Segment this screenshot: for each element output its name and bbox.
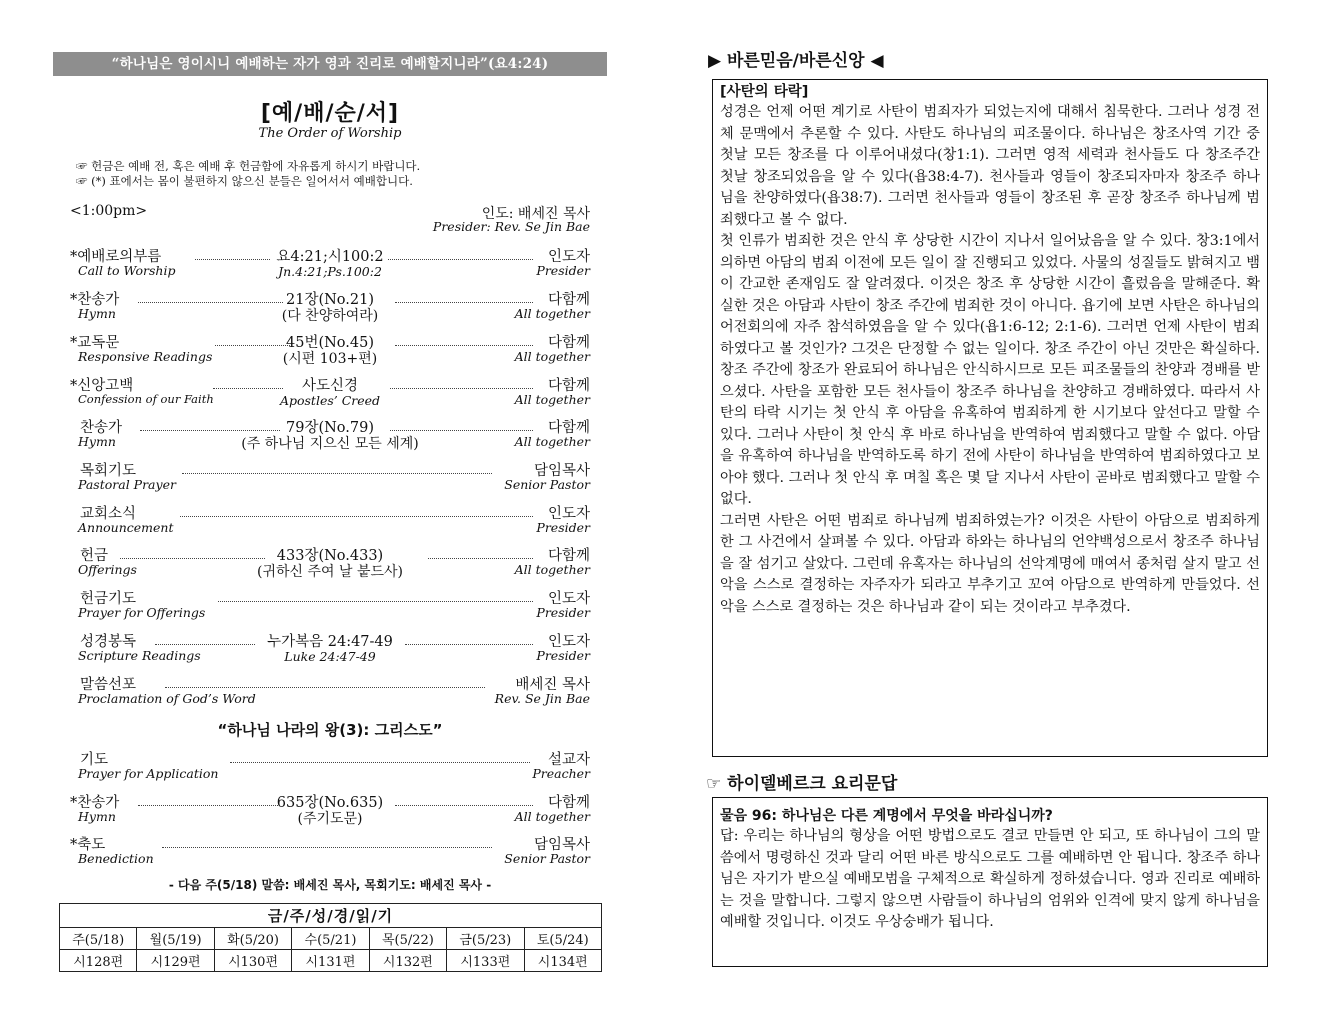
order-item-leader-en: All together [514,434,590,449]
order-item [70,748,590,786]
article-paragraph: 그러면 사탄은 어떤 범죄로 하나님께 범죄하였는가? 이것은 사탄이 아담으로 범죄하게 한 그 사건에서 살펴볼 수 있다. 아담과 하와는 하나님의 언약백성으로서 창조주 하나님을 잘 섬기고 살았다. 그런데 유혹자는 하나님의 선악계명에 매여서 종처럼 살지 말고 선악을 스스로 결정하는 자주자가 되라고 부추기고 꼬여 아담으로 반역하게 만들었다. 선악을 스스로 결정하는 것은 하나님과 같이 되는 것이라고 부추겼다. [720,512,1260,615]
catechism-box [712,797,1268,967]
order-item-en: Hymn [78,434,116,449]
order-item-leader-ko: 담임목사 [533,463,590,479]
order-item-leader-ko: 다함께 [547,548,590,564]
reading-day: 금(5/23) [447,928,524,950]
order-item-ko: *교독문 [70,335,120,351]
leader-dots [395,302,533,303]
order-item-leader-en: Senior Pastor [504,477,590,492]
leader-dots [218,601,533,602]
reading-passage: 시131편 [292,950,369,972]
weekly-reading-table [59,903,602,972]
top-banner-verse: “하나님은 영이시니 예배하는 자가 영과 진리로 예배할지니라”(요4:24) [53,52,607,76]
order-item-en: Responsive Readings [78,349,213,364]
order-item-detail: 요4:21;시100:2 [276,249,384,265]
order-item-ko: 목회기도 [80,463,137,479]
order-item-leader-ko: 담임목사 [533,837,590,853]
order-item-detail-sub: (주 하나님 지으신 모든 세계) [241,436,419,452]
page-title: [예/배/순/서] [260,101,400,126]
leader-dots [230,762,530,763]
order-item-leader-ko: 다함께 [547,795,590,811]
reading-passage: 시133편 [447,950,524,972]
order-item-ko: 헌금기도 [80,591,137,607]
presider-ko: 인도: 배세진 목사 [481,206,590,222]
order-item-detail-sub: (주기도문) [297,811,363,827]
leader-dots [138,302,283,303]
order-item-detail-en: Apostles’ Creed [279,393,381,408]
order-item [70,587,590,625]
offering-note: ☞ 헌금은 예배 전, 혹은 예배 후 헌금함에 자유롭게 하시기 바랍니다. [76,159,421,173]
order-item-leader-en: Presider [536,605,590,620]
leader-dots [195,259,270,260]
order-item-en: Benediction [78,851,154,866]
leader-dots [120,558,265,559]
section-heading-right-faith: ▶ 바른믿음/바른신앙 ◀ [708,51,884,71]
order-item-detail-sub: (시편 103+편) [282,351,378,367]
order-item-leader-en: Presider [536,263,590,278]
order-item-detail: 433장(No.433) [276,548,384,564]
order-item [70,288,590,326]
order-item [70,331,590,369]
order-item-ko: *축도 [70,837,106,853]
reading-passage: 시132편 [369,950,446,972]
order-item-detail-sub: (귀하신 주여 날 붙드사) [257,564,403,580]
leader-dots [215,345,290,346]
order-item-leader-en: All together [514,349,590,364]
order-item-leader-en: Presider [536,520,590,535]
order-item-leader-ko: 다함께 [547,378,590,394]
order-item-en: Proclamation of God’s Word [78,691,256,706]
order-item-ko: 찬송가 [80,420,123,436]
reading-day: 목(5/22) [369,928,446,950]
catechism-question: 물음 96: 하나님은 다른 계명에서 무엇을 바라십니까? [720,808,1053,824]
order-item [70,245,590,283]
order-item-ko: 성경봉독 [80,634,137,650]
section-heading-catechism: ☞ 하이델베르크 요리문답 [706,774,898,794]
order-item-detail: 21장(No.21) [286,292,374,308]
order-item-leader-ko: 인도자 [547,591,590,607]
order-item-en: Prayer for Offerings [78,605,206,620]
leader-dots [428,558,533,559]
order-item-en: Confession of our Faith [78,392,214,406]
order-item-detail-sub: (다 찬양하여라) [281,308,379,324]
order-item [70,502,590,540]
weekly-reading-passages [60,950,602,972]
order-item-detail: 79장(No.79) [286,420,374,436]
reading-day: 화(5/20) [214,928,291,950]
reading-passage: 시130편 [214,950,291,972]
order-item [70,673,590,711]
order-item-ko: *찬송가 [70,292,120,308]
reading-day: 수(5/21) [292,928,369,950]
order-item-detail-en: Jn.4:21;Ps.100:2 [278,264,382,279]
reading-day: 주(5/18) [60,928,137,950]
order-item-en: Announcement [78,520,174,535]
standing-note: ☞ (*) 표에서는 몸이 불편하지 않으신 분들은 일어서서 예배합니다. [76,174,413,188]
leader-dots [388,259,533,260]
leader-dots [180,516,533,517]
reading-passage: 시128편 [60,950,137,972]
order-item-leader-en: All together [514,392,590,407]
leader-dots [155,644,255,645]
order-item-en: Hymn [78,306,116,321]
order-item-detail: 635장(No.635) [276,795,384,811]
order-item-leader-en: Senior Pastor [504,851,590,866]
order-item-en: Hymn [78,809,116,824]
order-item-detail: 45번(No.45) [286,335,374,351]
order-item [70,544,590,582]
presider-en: Presider: Rev. Se Jin Bae [432,219,590,234]
order-item [70,459,590,497]
leader-dots [138,805,278,806]
leader-dots [165,687,485,688]
order-item [70,833,590,871]
order-item-en: Offerings [78,562,137,577]
order-item-detail: 사도신경 [301,378,359,394]
order-item-detail-en: Luke 24:47-49 [284,649,376,664]
article-paragraph: 성경은 언제 어떤 계기로 사탄이 범죄자가 되었는지에 대해서 침묵한다. 그러나 성경 전체 문맥에서 추론할 수 있다. 사탄도 하나님의 피조물이다. 하나님은 창조사역 기간 중 첫날 모든 창조를 다 이루어내셨다(창1:1). 그러면 영적 세력과 천사들도 다 창조주간 첫날 창조되었음을 알 수 있다(욥38:4-7). 천사들과 영들이 창조되자마자 창조주 하나님을 찬양하였다(욥38:7). 그러면 천사들과 영들이 창조된 후 곧장 창조주 하나님께 범죄했다고 볼 수 없다. [720,104,1260,228]
order-item-ko: *찬송가 [70,795,120,811]
leader-dots [390,430,533,431]
next-week-note: - 다음 주(5/18) 말씀: 배세진 목사, 목회기도: 배세진 목사 - [168,878,492,892]
order-item [70,416,590,454]
leader-dots [395,805,533,806]
order-item-en: Pastoral Prayer [78,477,176,492]
order-item-leader-en: Preacher [532,766,590,781]
order-item-ko: *예배로의부름 [70,249,162,265]
leader-dots [395,345,533,346]
order-item-ko: 말씀선포 [80,677,137,693]
page-subtitle: The Order of Worship [258,126,402,141]
leader-dots [140,430,280,431]
service-time: <1:00pm> [70,203,148,219]
order-item-leader-en: Rev. Se Jin Bae [494,691,590,706]
order-item-ko: 교회소식 [80,506,137,522]
order-item-leader-ko: 인도자 [547,506,590,522]
reading-passage: 시129편 [137,950,214,972]
order-item-leader-ko: 설교자 [547,752,590,768]
reading-day: 월(5/19) [137,928,214,950]
order-item-en: Call to Worship [78,263,176,278]
order-item-leader-ko: 다함께 [547,292,590,308]
order-item-leader-en: All together [514,562,590,577]
sermon-title: “하나님 나라의 왕(3): 그리스도” [217,721,443,739]
order-item-leader-ko: 인도자 [547,249,590,265]
order-item-ko: 헌금 [80,548,109,564]
leader-dots [405,644,533,645]
article-title: [사탄의 타락] [720,84,809,100]
order-item-leader-en: Presider [536,648,590,663]
catechism-answer: 답: 우리는 하나님의 형상을 어떤 방법으로도 결코 만들면 안 되고, 또 하나님이 그의 말씀에서 명령하신 것과 달리 어떤 바른 방식으로도 그를 예배하면 안 됩니다. 창조주 하나님은 자기가 받으실 예배모범을 구체적으로 확실하게 정하셨습니다. 영과 진리로 예배하는 것을 말합니다. 그렇지 않으면 사람들이 하나님의 엄위와 인격에 맞지 않게 하나님을 예배할 것입니다. 이것도 우상숭배가 됩니다. [720,828,1260,930]
leader-dots [182,473,492,474]
order-item-leader-ko: 배세진 목사 [515,677,590,693]
article-box [712,79,1268,757]
article-paragraph: 첫 인류가 범죄한 것은 안식 후 상당한 시간이 지나서 일어났음을 알 수 있다. 창3:1에서 의하면 아담의 범죄 이전에 모든 일이 잘 진행되고 있었다. 사물의 성질들도 밝혀지고 뱀이 간교한 존재임도 잘 알려졌다. 이것은 창조 후 상당한 시간이 흘렀음을 말해준다. 확실한 것은 아담과 사탄이 창조 주간에 범죄한 것이 아니다. 욥기에 보면 사탄은 하나님의 어전회의에 자주 참석하였음을 알 수 있다(욥1:6-12; 2:1-6). 그러면 언제 사탄이 범죄하였다고 볼 것인가? 그것은 단정할 수 없는 일이다. 창조 주간이 아닌 것만은 확실하다. 창조 주간에 창조가 완료되어 하나님은 안식하시므로 모든 피조물들의 찬양과 경배를 받으셨다. 사탄을 포함한 모든 천사들이 창조주 하나님을 찬양하고 경배하였다. 따라서 사탄의 타락 시기는 첫 안식 후 아담을 유혹하여 범죄하게 한 시기보다 앞선다고 말할 수 있다. 그러나 사탄이 첫 안식 후 바로 하나님을 반역하여 범죄했다고 말할 수 없다. 아담을 유혹하여 하나님을 반역하도록 하기 전에 사탄이 하나님을 반역하여 범죄하였다고 보아야 했다. 그러나 첫 안식 후 며칠 혹은 몇 달 지나서 사탄이 곧바로 범죄했다고 말할 수 없다. [720,233,1260,507]
order-item-ko: *신앙고백 [70,378,134,394]
leader-dots [213,388,283,389]
order-item [70,630,590,668]
order-item-leader-ko: 인도자 [547,634,590,650]
order-item-leader-ko: 다함께 [547,335,590,351]
order-item-leader-en: All together [514,306,590,321]
order-item-ko: 기도 [80,752,109,768]
order-item-detail: 누가복음 24:47-49 [267,634,393,650]
reading-passage: 시134편 [524,950,601,972]
order-item-leader-en: All together [514,809,590,824]
reading-day: 토(5/24) [524,928,601,950]
order-item-leader-ko: 다함께 [547,420,590,436]
weekly-reading-days [60,928,602,950]
leader-dots [162,847,492,848]
order-item-en: Prayer for Application [78,766,219,781]
order-item-en: Scripture Readings [78,648,201,663]
weekly-reading-title: 금/주/성/경/읽/기 [60,904,602,928]
leader-dots [390,388,533,389]
order-item [70,374,590,412]
order-item [70,791,590,829]
